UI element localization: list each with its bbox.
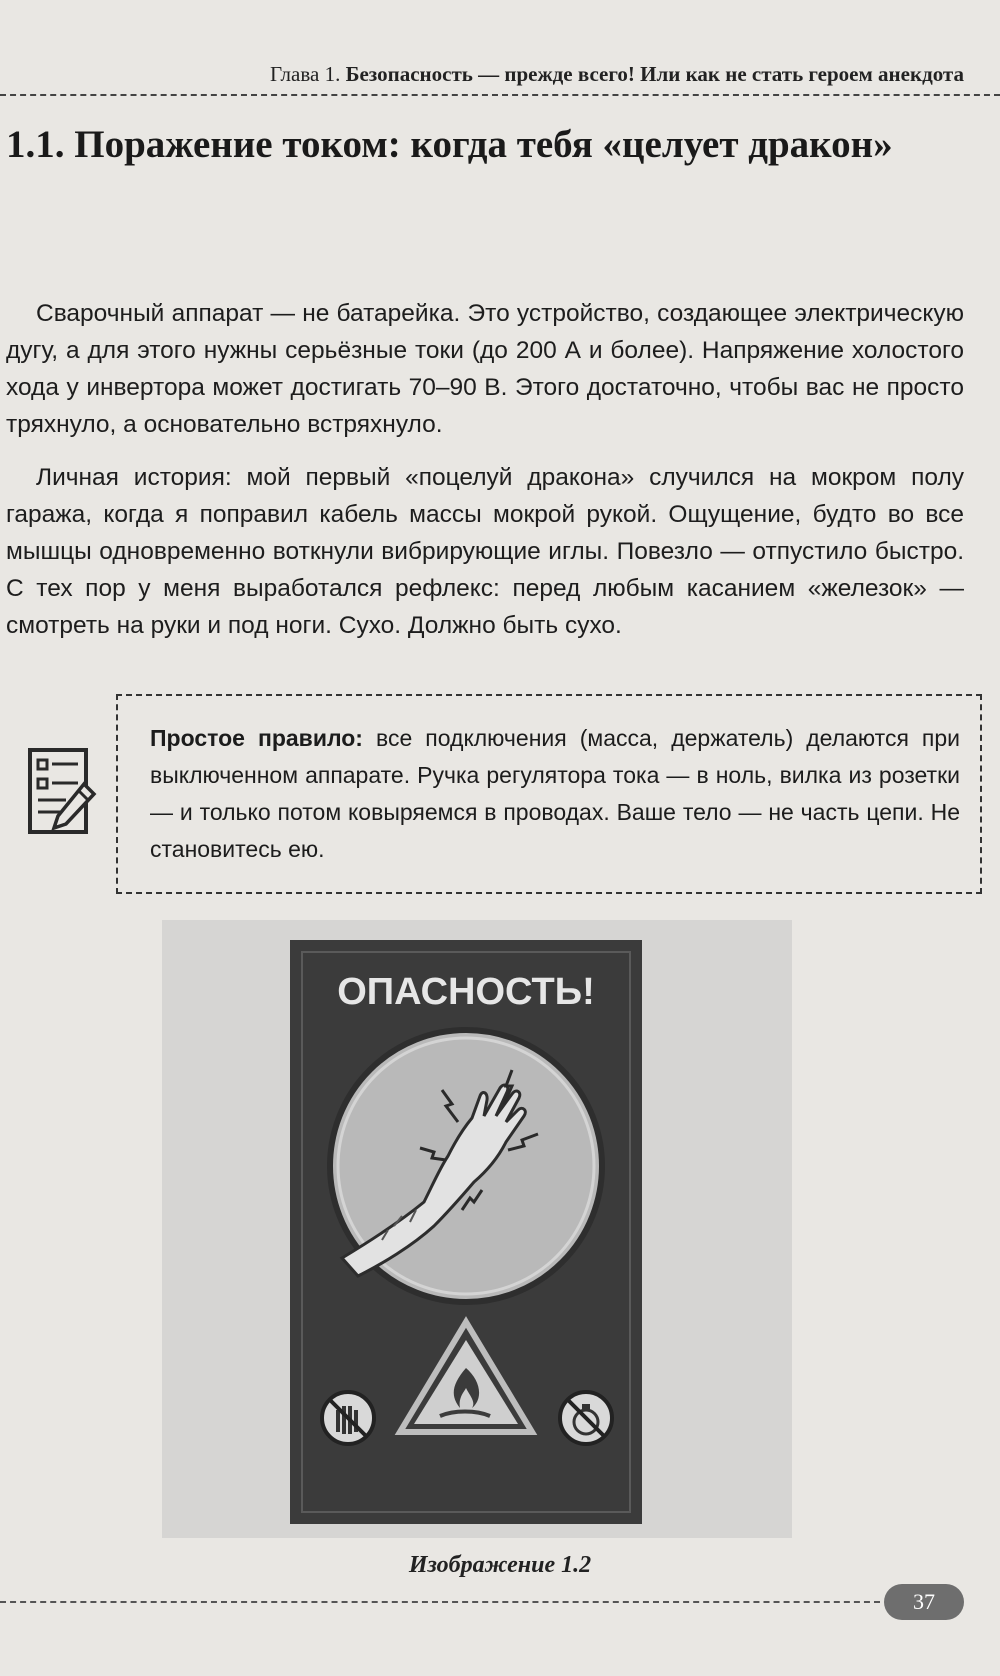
chapter-prefix: Глава 1. <box>270 62 341 86</box>
note-label: Простое правило: <box>150 725 363 751</box>
figure-caption: Изображение 1.2 <box>408 1552 592 1578</box>
page-number: 37 <box>884 1584 964 1620</box>
chapter-title: Безопасность — прежде всего! Или как не стать героем анекдота <box>345 62 964 86</box>
figure-image <box>162 920 792 1538</box>
body-paragraph: Личная история: мой первый «поцелуй дракона» случился на мокром полу гаража, когда я поправил кабель массы мокрой рукой. Ощущение, будто во все мышцы одновременно воткнули вибрирующие иглы. Повезло — отпустило быстро. С тех пор у меня выработался рефлекс: перед любым касанием «железок» — смотреть на руки и под ноги. Сухо. Должно быть сухо. <box>6 464 964 639</box>
poster-title: ОПАСНОСТЬ! <box>337 971 595 1013</box>
note-text <box>150 720 960 868</box>
no-water-icon <box>560 1392 612 1444</box>
section-title: 1.1. Поражение током: когда тебя «целует дракон» <box>6 123 893 166</box>
note-body: все подключения (масса, держатель) делаются при выключенном аппарате. Ручка регулятора тока — в ноль, вилка из розетки — и только потом ковыряемся в проводах. Ваше тело — не часть цепи. Не становитесь ею. <box>150 725 961 862</box>
footer-divider <box>0 1601 880 1603</box>
no-hand-touch-icon <box>322 1392 374 1444</box>
running-header <box>150 62 964 87</box>
checklist-pencil-icon <box>26 746 98 838</box>
header-divider <box>0 94 1000 96</box>
body-paragraph: Сварочный аппарат — не батарейка. Это устройство, создающее электрическую дугу, а для этого нужны серьёзные токи (до 200 А и более). Напряжение холостого хода у инвертора может достигать 70–90 В. Этого достаточно, чтобы вас не просто тряхнуло, а основательно встряхнуло. <box>6 300 964 438</box>
danger-poster <box>162 920 792 1538</box>
